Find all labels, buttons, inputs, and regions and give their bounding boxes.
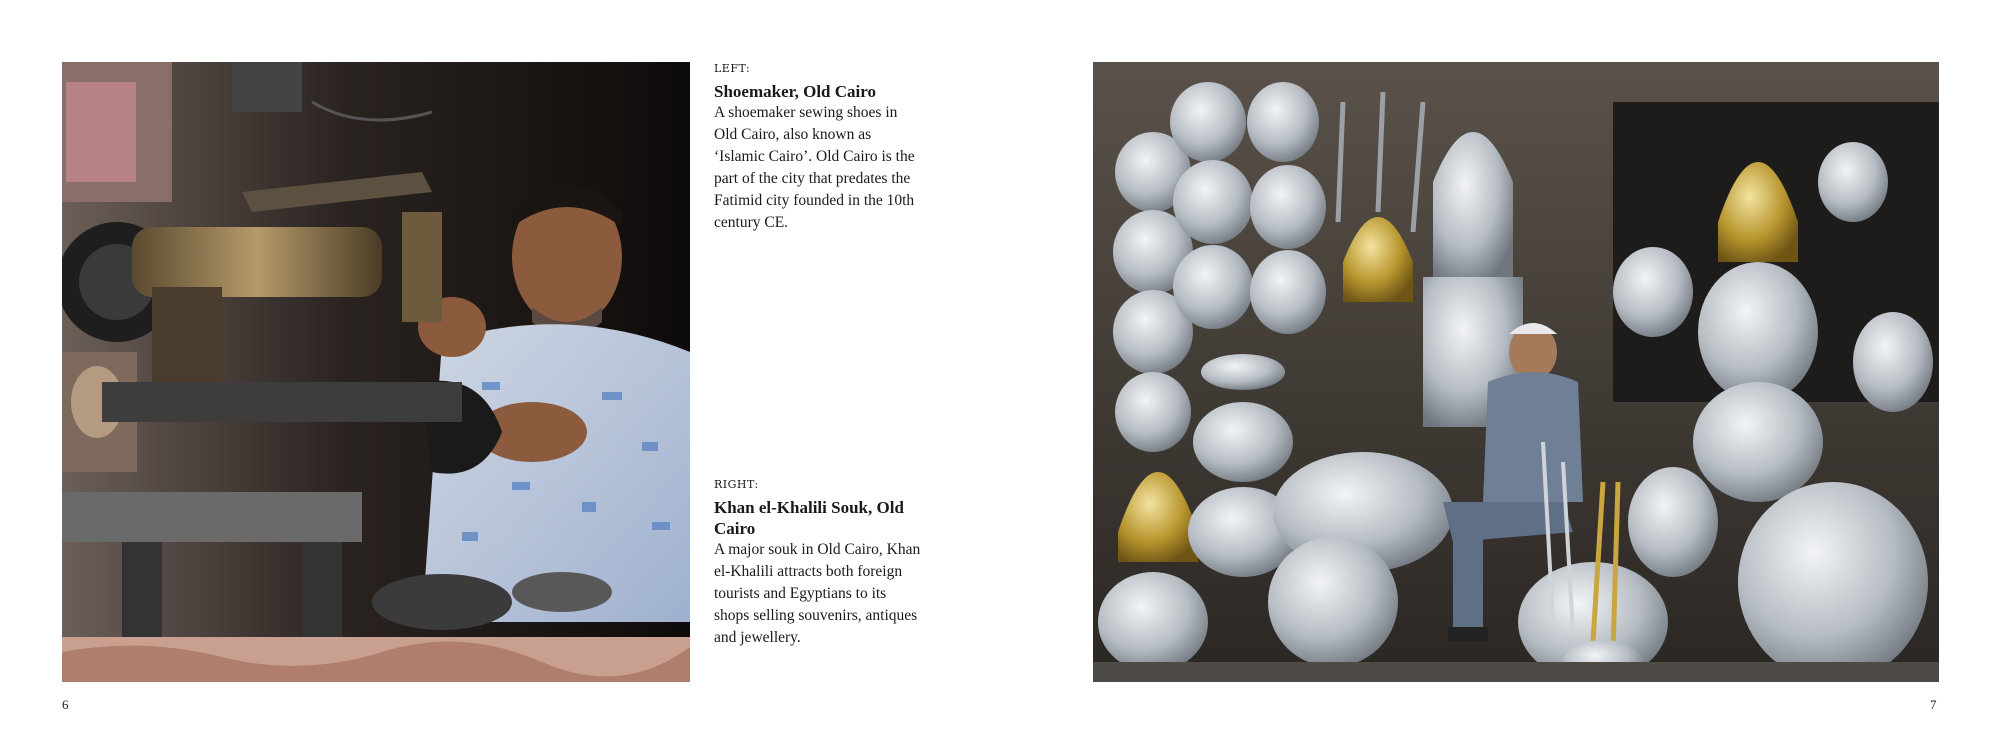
caption-body-left: A shoemaker sewing shoes in Old Cairo, also known as ‘Islamic Cairo’. Old Cairo is the part of the city that predates the Fatimid city founded in the 10th century CE. [714,104,915,231]
caption-direction-left: LEFT: [714,62,751,75]
shoemaker-photo [62,62,690,682]
shoemaker-photo-illustration [62,62,690,682]
souk-photo [1093,62,1939,682]
souk-photo-illustration [1093,62,1939,682]
caption-left [714,62,924,234]
caption-body-right: A major souk in Old Cairo, Khan el-Khalili attracts both foreign tourists and Egyptians to its shops selling souvenirs, antiques and jewellery. [714,541,921,646]
page-number-left: 6 [62,697,69,712]
caption-title-right: Khan el-Khalili Souk, Old Cairo [714,498,904,538]
caption-right [714,478,924,649]
caption-title-left: Shoemaker, Old Cairo [714,82,876,101]
caption-direction-right: RIGHT: [714,478,759,491]
page-number-right: 7 [1930,697,1937,712]
